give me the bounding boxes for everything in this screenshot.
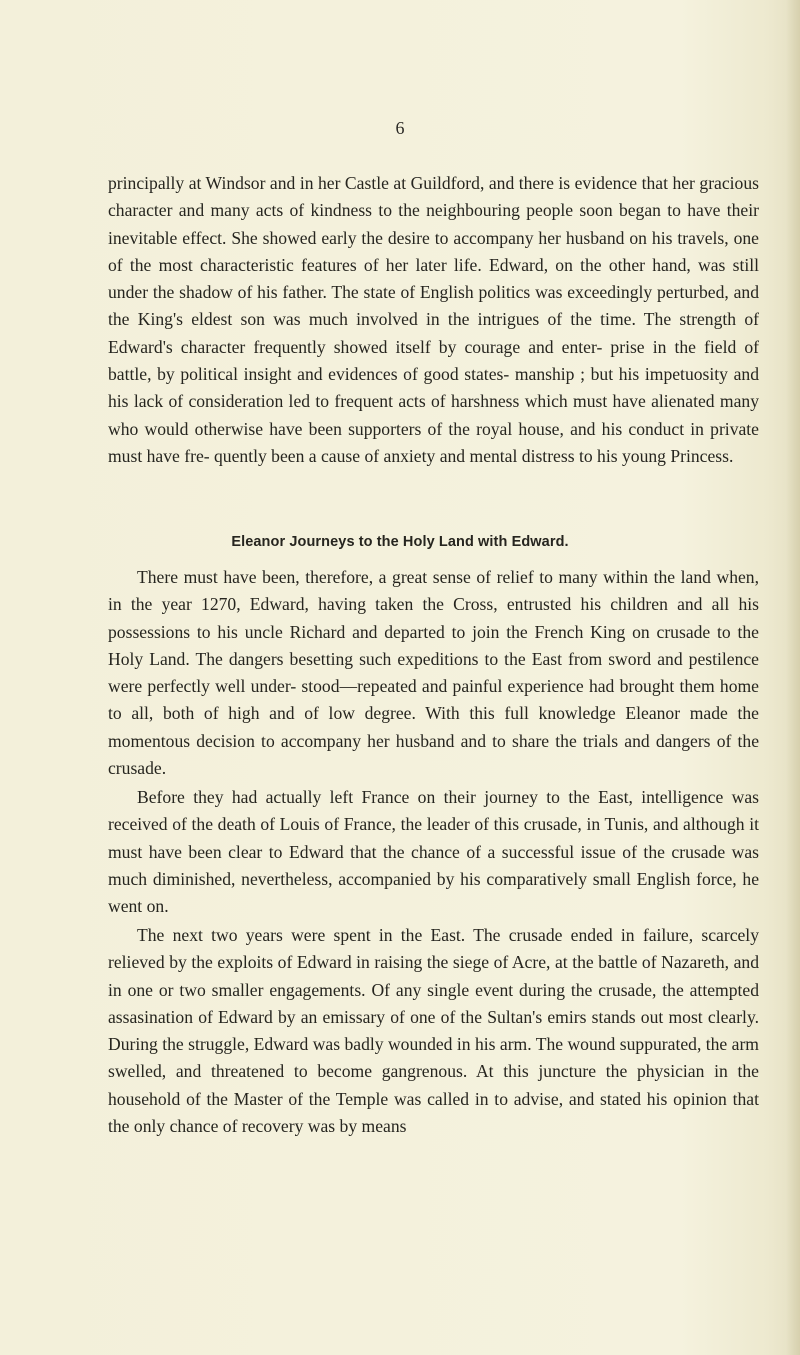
paragraph-two-years: [108, 922, 759, 1140]
page-edge-shadow: [786, 0, 800, 1355]
paragraph-text: Before they had actually left France on their journey to the East, intelligence was received of the death of Louis of France, the leader of this crusade, in Tunis, and although it must have been clear to Edward that the chance of a successful issue of the crusade was much diminished, nevertheless, accompanied by his comparatively small English force, he went on.: [108, 787, 759, 917]
section-heading: Eleanor Journeys to the Holy Land with Edward.: [231, 534, 569, 550]
paragraph-opening: [108, 170, 759, 470]
paragraph-text: The next two years were spent in the East. The crusade ended in failure, scarcely relieved by the exploits of Edward in raising the siege of Acre, at the battle of Nazareth, and in one or two smaller engagements. Of any single event during the crusade, the attempted assasination of Edward by an emissary of one of the Sultan's emirs stands out most clearly. During the struggle, Edward was badly wounded in his arm. The wound suppurated, the arm swelled, and threatened to become gangrenous. At this juncture the physician in the household of the Master of the Temple was called in to advise, and stated his opinion that the only chance of recovery was by means: [108, 925, 759, 1137]
paragraph-relief: [108, 564, 759, 782]
paragraph-death-of-louis: [108, 784, 759, 920]
paragraph-text: There must have been, therefore, a great sense of relief to many within the land when, in the year 1270, Edward, having taken the Cross, entrusted his children and all his possessions to his uncle Richard and departed to join the French King on crusade to the Holy Land. The dangers besetting such expeditions to the East from sword and pestilence were perfectly well under- stood—repeated and painful experience had brought them home to all, both of high and of low degree. With this full knowledge Eleanor made the momentous decision to accompany her husband and to share the trials and dangers of the crusade.: [108, 567, 759, 779]
paragraph-text: principally at Windsor and in her Castle at Guildford, and there is evidence that her gracious character and many acts of kindness to the neighbouring people soon began to have their inevitable effect. She showed early the desire to accompany her husband on his travels, one of the most characteristic features of her later life. Edward, on the other hand, was still under the shadow of his father. The state of English politics was exceedingly perturbed, and the King's eldest son was much involved in the intrigues of the time. The strength of Edward's character frequently showed itself by courage and enter- prise in the field of battle, by political insight and evidences of good states- manship ; but his impetuosity and his lack of consideration led to frequent acts of harshness which must have alienated many who would otherwise have been supporters of the royal house, and his conduct in private must have fre- quently been a cause of anxiety and mental distress to his young Princess.: [108, 173, 759, 466]
page-number: 6: [395, 118, 405, 138]
